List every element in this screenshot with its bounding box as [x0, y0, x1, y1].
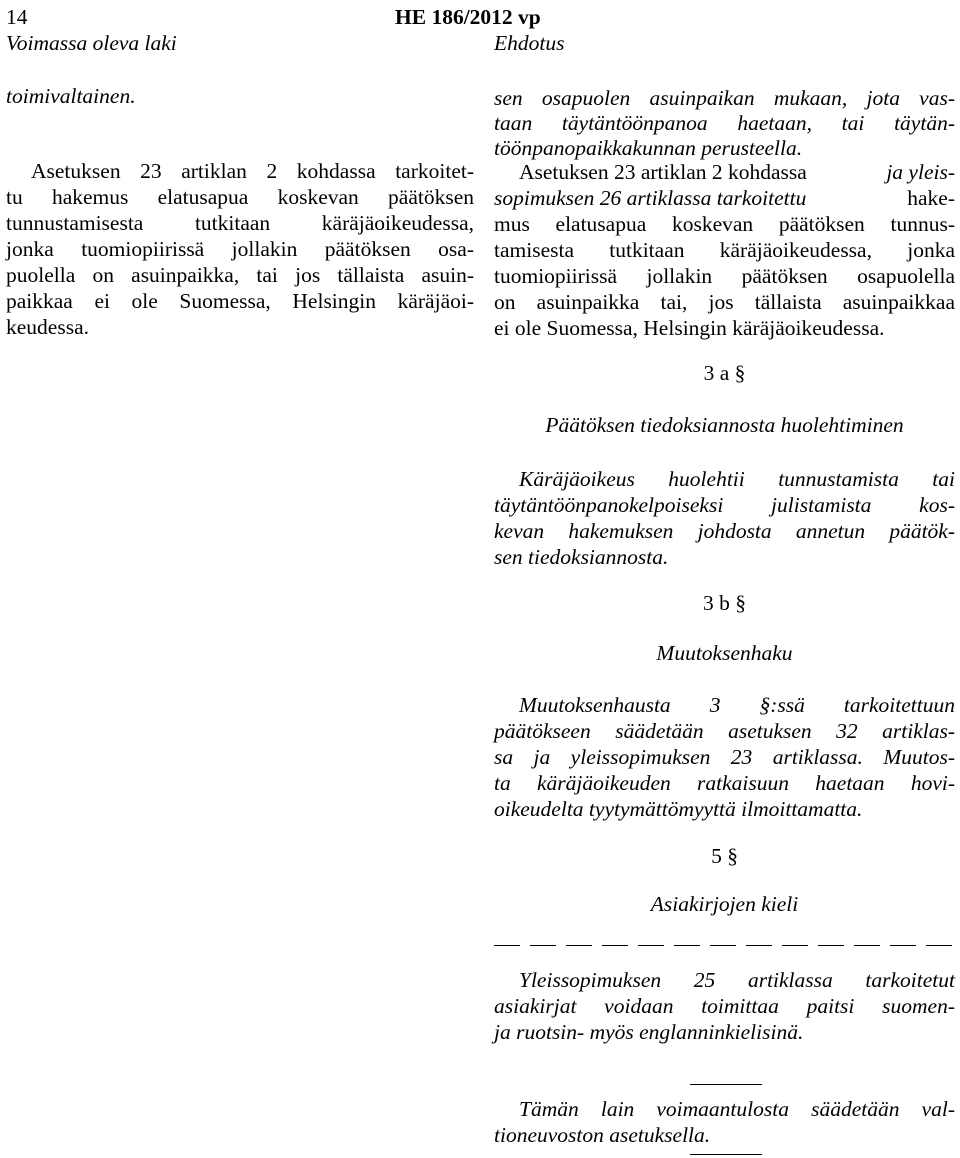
text-line: Asetuksen 23 artiklan 2 kohdassa tarkoitet-	[31, 159, 474, 183]
text-segment: Asetuksen 23 artiklan 2 kohdassa	[519, 160, 813, 184]
text-line: tuomiopiirissä jollakin päätöksen osapuolella	[494, 264, 955, 288]
section-number-3b: 3 b §	[703, 591, 746, 615]
text-line: oikeudelta tyytymättömyyttä ilmoittamatta.	[494, 797, 863, 821]
column-label-proposal: Ehdotus	[494, 31, 565, 55]
text-line: Käräjäoikeus huolehtii tunnustamista tai	[519, 467, 955, 491]
text-line: paikkaa ei ole Suomessa, Helsingin käräjäoi-	[6, 289, 474, 313]
separator-rule	[690, 1084, 762, 1085]
section-title-5: Asiakirjojen kieli	[650, 892, 799, 916]
text-line: on asuinpaikka tai, jos tällaista asuinpaikkaa	[494, 290, 955, 314]
text-line: Muutoksenhausta 3 §:ssä tarkoitettuun	[519, 693, 955, 717]
text-line: asiakirjat voidaan toimittaa paitsi suomen-	[494, 994, 955, 1018]
page-number: 14	[6, 5, 28, 29]
text-line: mus elatusapua koskevan päätöksen tunnus-	[494, 212, 955, 236]
text-line: tioneuvoston asetuksella.	[494, 1123, 711, 1147]
text-line: taan täytäntöönpanoa haetaan, tai täytän-	[494, 111, 955, 135]
text-line: päätökseen säädetään asetuksen 32 artiklas-	[494, 719, 955, 743]
text-line: töönpanopaikkakunnan perusteella.	[494, 136, 803, 160]
text-line: sa ja yleissopimuksen 23 artiklassa. Muutos-	[494, 745, 955, 769]
text-line: ta käräjäoikeuden ratkaisuun haetaan hovi-	[494, 771, 955, 795]
section-number-5: 5 §	[711, 844, 738, 868]
section-number-3a: 3 a §	[703, 361, 746, 385]
text-line: sen tiedoksiannosta.	[494, 545, 669, 569]
text-line: ja ruotsin- myös englanninkielisinä.	[494, 1020, 804, 1044]
text-line: Yleissopimuksen 25 artiklassa tarkoitetut	[519, 968, 955, 992]
text-line: Tämän lain voimaantulosta säädetään val-	[519, 1097, 955, 1121]
text-line: sen osapuolen asuinpaikan mukaan, jota vas-	[494, 86, 955, 110]
end-rule	[690, 1154, 762, 1155]
text-line: tunnustamisesta tutkitaan käräjäoikeudessa,	[6, 211, 474, 235]
text-line: puolella on asuinpaikka, tai jos tällaista asuin-	[6, 263, 474, 287]
left-continuation: toimivaltainen.	[6, 84, 136, 108]
column-label-current-law: Voimassa oleva laki	[6, 31, 177, 55]
text-line: kevan hakemuksen johdosta annetun päätök-	[494, 519, 955, 543]
document-id: HE 186/2012 vp	[395, 5, 541, 29]
text-segment-italic: ja yleis-	[886, 160, 955, 184]
text-line: ei ole Suomessa, Helsingin käräjäoikeudessa.	[494, 316, 885, 340]
section-title-3b: Muutoksenhaku	[656, 641, 793, 665]
text-line: täytäntöönpanokelpoiseksi julistamista kos-	[494, 493, 955, 517]
text-line: jonka tuomiopiirissä jollakin päätöksen osa-	[6, 237, 474, 261]
text-line	[494, 185, 955, 211]
text-segment-italic: sopimuksen 26 artiklassa tarkoitettu	[494, 186, 807, 210]
section-title-3a: Päätöksen tiedoksiannosta huolehtiminen	[545, 413, 904, 437]
text-line: tamisesta tutkitaan käräjäoikeudessa, jonka	[494, 238, 955, 262]
text-segment: hake-	[901, 186, 955, 210]
text-line: tu hakemus elatusapua koskevan päätöksen	[6, 185, 474, 209]
text-line: keudessa.	[6, 315, 89, 339]
text-line	[519, 159, 955, 185]
